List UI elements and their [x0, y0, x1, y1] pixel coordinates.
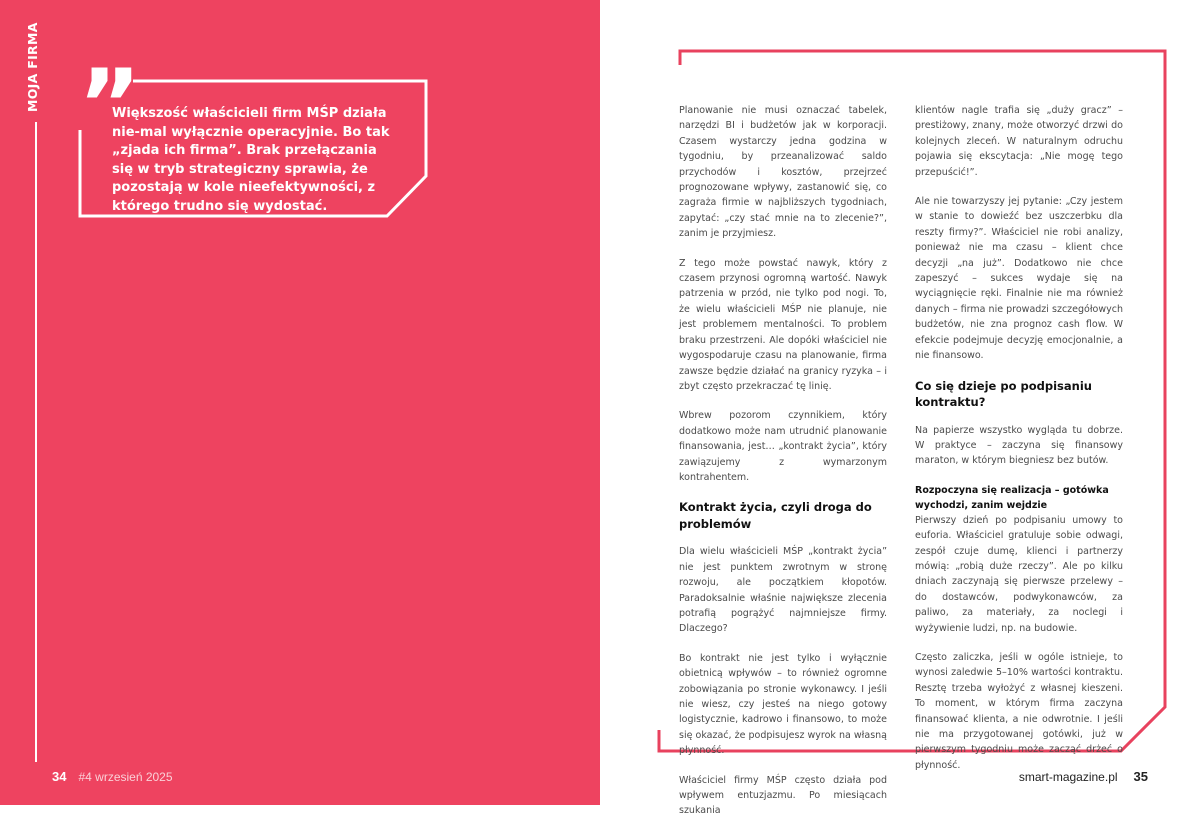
paragraph: Właściciel firmy MŚP często działa pod wpływem entuzjazmu. Po miesiącach szukania [679, 774, 887, 817]
article-column-1 [679, 103, 887, 833]
paragraph: Często zaliczka, jeśli w ogóle istnieje, to wynosi zaledwie 5–10% wartości kontraktu. Resztę trzeba wyłożyć z własnej kieszeni. To moment, w którym firma zaczyna finansować klienta, a nie odwrotnie. I jeśli nie ma przygotowanej gotówki, już w pierwszym tygodniu może zacząć drżeć o płynność. [915, 651, 1123, 771]
paragraph: Pierwszy dzień po podpisaniu umowy to euforia. Właściciel gratuluje sobie odwagi, zespół czuje dumę, klienci i partnerzy mówią: „robią duże rzeczy”. Ale po kilku dniach zaczynają się pierwsze przelewy – do dostawców, podwykonawców, za paliwo, za materiały, za noclegi i wyżywienie ludzi, np. na budowie. [915, 514, 1123, 634]
pull-quote-text: Większość właścicieli firm MŚP działa nie-mal wyłącznie operacyjnie. Bo tak „zjada ich firma”. Brak przełączania się w tryb strategiczny sprawia, że pozostają w kole nieefektywności, z którego trudno się wydostać. [112, 106, 390, 214]
quote-icon: ” [78, 49, 136, 161]
page-number-left: 34 [52, 769, 67, 784]
section-heading: Kontrakt życia, czyli droga do problemów [679, 500, 872, 531]
paragraph: Z tego może powstać nawyk, który z czasem przynosi ogromną wartość. Nawyk patrzenia w przód, nie tylko pod nogi. To, że wielu właścicieli MŚP nie planuje, nie jest problemem mentalności. To problem braku przestrzeni. Ale dopóki właściciel nie wygospodaruje czasu na planowanie, firma zawsze będzie działać na granicy ryzyka – i zbyt często przekraczać tę linię. [679, 257, 887, 392]
subheading: Rozpoczyna się realizacja – gotówka wychodzi, zanim wejdzie [915, 484, 1109, 511]
paragraph: Dla wielu właścicieli MŚP „kontrakt życia” nie jest punktem zwrotnym w stronę rozwoju, ale początkiem kłopotów. Paradoksalnie właśnie największe zlecenia potrafią pogrążyć najmniejsze firmy. Dlaczego? [679, 546, 887, 635]
page-footer-left [52, 769, 173, 784]
paragraph: klientów nagle trafia się „duży gracz” – prestiżowy, znany, może otworzyć drzwi do kolejnych zleceń. W naturalnym odruchu pojawia się ekscytacja: „Nie mogę tego przepuścić!”. [915, 105, 1123, 178]
page-footer-right [1019, 769, 1148, 784]
section-divider [35, 122, 37, 762]
paragraph: Wbrew pozorom czynnikiem, który dodatkowo może nam utrudnić planowanie finansowania, jest… „kontrakt życia”, który zawiązujemy z wymarzonym kontrahentem. [679, 410, 887, 483]
site-url[interactable]: smart-magazine.pl [1018, 770, 1118, 784]
paragraph: Na papierze wszystko wygląda tu dobrze. W praktyce – zaczyna się finansowy maraton, w którym biegniesz bez butów. [915, 424, 1123, 467]
page-number-right: 35 [1133, 769, 1148, 784]
left-page [0, 0, 600, 805]
paragraph: Ale nie towarzyszy jej pytanie: „Czy jestem w stanie to dowieźć bez uszczerbku dla reszty firmy?”. Właściciel nie robi analizy, ponieważ nie ma czasu – klient chce decyzji „na już”. Dodatkowo nie chce zapeszyć – sukces wydaje się na wyciągnięcie ręki. Finalnie nie ma również danych – firma nie prowadzi szczegółowych budżetów, nie zna prognoz cash flow. W efekcie podejmuje decyzję emocjonalnie, a nie finansowo. [915, 196, 1123, 362]
issue-label: #4 wrzesień 2025 [78, 770, 173, 784]
section-label: MOJA FIRMA [25, 22, 40, 112]
paragraph: Planowanie nie musi oznaczać tabelek, narzędzi BI i budżetów jak w korporacji. Czasem wystarczy jedna godzina w tygodniu, by przeanalizować saldo przychodów i kosztów, przejrzeć prognozowane wpływy, zastanowić się, co zagraża firmie w najbliższych tygodniach, zapytać: „czy stać mnie na to zlecenie?”, zanim je przyjmiesz. [679, 105, 887, 240]
paragraph: Bo kontrakt nie jest tylko i wyłącznie obietnicą wpływów – to również ogromne zobowiązania po stronie wykonawcy. I jeśli nie wiesz, czy jesteś na niego gotowy logistycznie, kadrowo i finansowo, to może się okazać, że podpisujesz wyrok na własną płynność. [679, 652, 887, 757]
article-column-2 [915, 103, 1123, 787]
section-heading: Co się dzieje po podpisaniu kontraktu? [915, 378, 1092, 409]
